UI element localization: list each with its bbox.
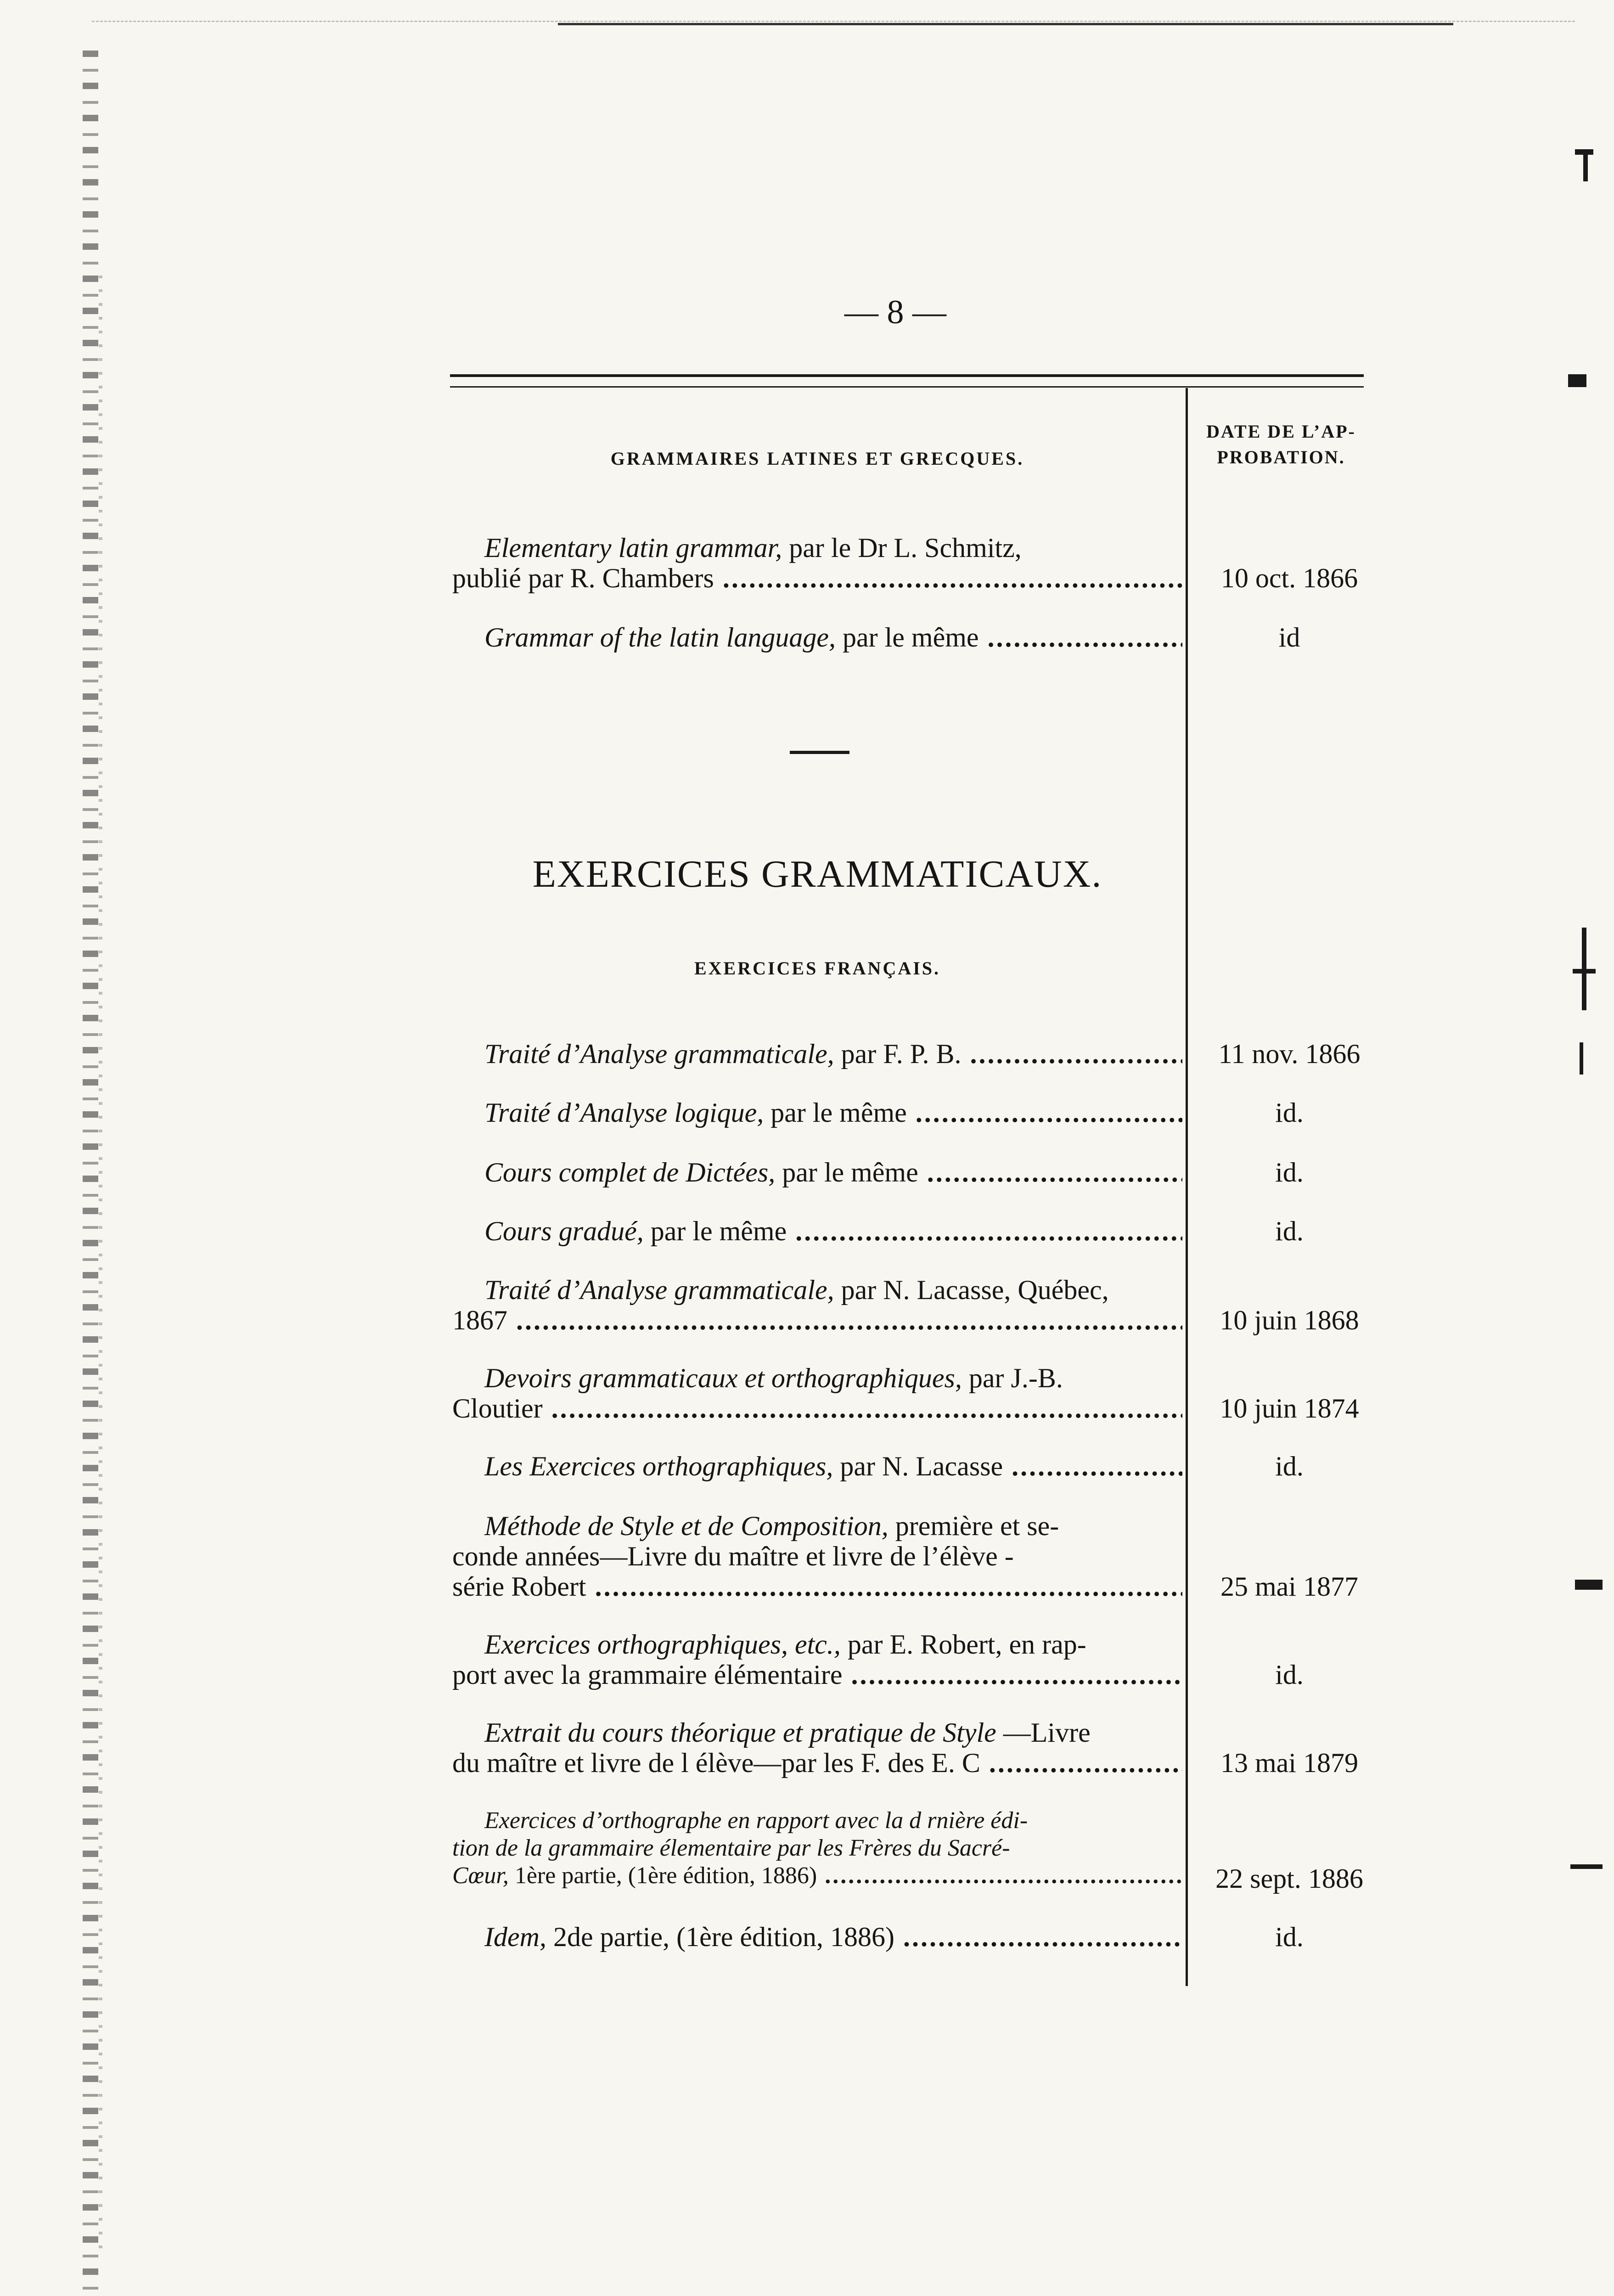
date-column-rule bbox=[1186, 388, 1188, 1986]
book-title: Idem, bbox=[484, 1922, 546, 1952]
list-item bbox=[452, 1216, 1182, 1246]
approval-date: 11 nov. 1866 bbox=[1218, 1039, 1361, 1069]
book-text: 2de partie, (1ère édition, 1886) bbox=[546, 1922, 895, 1952]
book-text: publié par R. Chambers ..... bbox=[452, 563, 1182, 593]
list-item bbox=[452, 1157, 1182, 1187]
page-number: — 8 — bbox=[844, 293, 946, 331]
section-divider bbox=[790, 751, 849, 754]
approval-date: 25 mai 1877 bbox=[1220, 1571, 1358, 1602]
book-title: Cœur, bbox=[452, 1863, 509, 1889]
book-text: conde années—Livre du maître et livre de l’élève - bbox=[452, 1541, 1014, 1571]
book-text: Cloutier ..... bbox=[452, 1393, 1182, 1424]
section-heading-french: EXERCICES FRANÇAIS. bbox=[694, 958, 941, 979]
list-item bbox=[452, 1363, 1182, 1424]
approval-date: id. bbox=[1275, 1660, 1304, 1690]
book-text: 1867 ..... bbox=[452, 1305, 1182, 1335]
scan-mark bbox=[1580, 1042, 1583, 1075]
list-item bbox=[452, 1097, 1182, 1128]
book-title: Traité d’Analyse grammaticale, bbox=[484, 1039, 834, 1069]
book-title: Les Exercices orthographiques, bbox=[484, 1451, 833, 1481]
book-title: Elementary latin grammar, bbox=[484, 533, 782, 563]
book-text: par N. Lacasse, Québec, bbox=[834, 1275, 1109, 1305]
book-text: première et se- bbox=[888, 1511, 1059, 1541]
book-text: par E. Robert, en rap- bbox=[840, 1629, 1086, 1660]
book-text: par N. Lacasse bbox=[833, 1451, 1003, 1481]
book-title: Exercices d’orthographe en rapport avec la d rnière édi- bbox=[484, 1807, 1028, 1834]
book-text: 1ère partie, (1ère édition, 1886) bbox=[508, 1863, 817, 1889]
approval-date: 10 juin 1868 bbox=[1220, 1305, 1359, 1335]
approval-date: 13 mai 1879 bbox=[1220, 1748, 1358, 1778]
book-text: par F. P. B. bbox=[834, 1039, 962, 1069]
book-title: Extrait du cours théorique et pratique de Style bbox=[484, 1717, 996, 1748]
approval-date: id. bbox=[1275, 1216, 1304, 1246]
book-title: Exercices orthographiques, etc., bbox=[484, 1629, 841, 1660]
section-heading-latin-greek: GRAMMAIRES LATINES ET GRECQUES. bbox=[610, 448, 1024, 469]
scan-edge-left-inner bbox=[99, 276, 102, 2250]
page-title: EXERCICES GRAMMATICAUX. bbox=[532, 853, 1102, 895]
book-text: par J.-B. bbox=[962, 1363, 1063, 1393]
book-text: du maître et livre de l élève—par les F. des E. C ..... bbox=[452, 1748, 1182, 1778]
scan-mark bbox=[1582, 928, 1586, 1010]
list-item bbox=[452, 1451, 1182, 1481]
list-item bbox=[452, 1275, 1182, 1335]
book-text: par le même bbox=[764, 1097, 907, 1128]
book-text: par le même bbox=[835, 622, 979, 653]
list-item bbox=[452, 1807, 1182, 1890]
list-item bbox=[452, 1511, 1182, 1602]
list-item bbox=[452, 533, 1182, 593]
approval-date: id. bbox=[1275, 1451, 1304, 1481]
book-text: par le même bbox=[643, 1216, 787, 1246]
book-text: port avec la grammaire élémentaire ..... bbox=[452, 1660, 1182, 1690]
scan-mark bbox=[1583, 149, 1588, 181]
scan-mark bbox=[1568, 374, 1586, 387]
book-title: Cours complet de Dictées, bbox=[484, 1157, 776, 1187]
scan-mark bbox=[1575, 1580, 1603, 1590]
list-item bbox=[452, 1039, 1182, 1069]
date-column-header bbox=[1194, 419, 1368, 470]
book-text: par le même bbox=[775, 1157, 918, 1187]
scan-edge-left bbox=[83, 51, 98, 2291]
date-column-header-line1: DATE DE L’AP- bbox=[1206, 421, 1356, 442]
date-column-header-line2: PROBATION. bbox=[1217, 447, 1345, 467]
book-title: tion de la grammaire élementaire par les Frères du Sacré- bbox=[452, 1835, 1010, 1861]
approval-date: id. bbox=[1275, 1922, 1304, 1952]
approval-date: id. bbox=[1275, 1097, 1304, 1128]
approval-date: 10 juin 1874 bbox=[1220, 1393, 1359, 1424]
book-text: —Livre bbox=[996, 1717, 1091, 1748]
approval-date: id bbox=[1278, 622, 1300, 653]
book-title: Traité d’Analyse grammaticale, bbox=[484, 1275, 834, 1305]
book-title: Cours gradué, bbox=[484, 1216, 644, 1246]
list-item bbox=[452, 1629, 1182, 1690]
list-item bbox=[452, 622, 1182, 653]
book-title: Grammar of the latin language, bbox=[484, 622, 836, 653]
book-text: par le Dr L. Schmitz, bbox=[782, 533, 1022, 563]
book-text: série Robert ..... bbox=[452, 1571, 1182, 1602]
book-title: Traité d’Analyse logique, bbox=[484, 1097, 764, 1128]
approval-date: id. bbox=[1275, 1157, 1304, 1187]
book-title: Méthode de Style et de Composition, bbox=[484, 1511, 889, 1541]
approval-date: 22 sept. 1886 bbox=[1215, 1863, 1363, 1894]
list-item bbox=[452, 1922, 1182, 1952]
list-item bbox=[452, 1717, 1182, 1778]
scan-mark bbox=[1570, 1864, 1603, 1869]
header-double-rule bbox=[450, 374, 1364, 388]
book-title: Devoirs grammaticaux et orthographiques, bbox=[484, 1363, 962, 1393]
approval-date: 10 oct. 1866 bbox=[1220, 563, 1358, 593]
scan-top-rule bbox=[558, 23, 1453, 25]
